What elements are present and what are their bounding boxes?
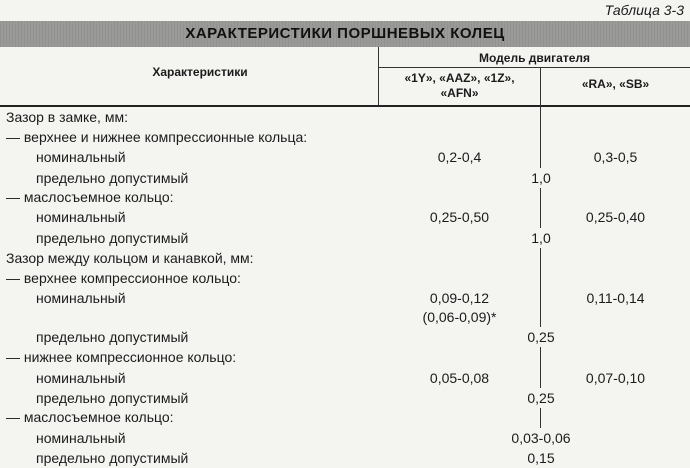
row-label: предельно допустимый <box>36 450 189 466</box>
engine-model-header: Модель двигателя <box>478 51 590 65</box>
value-col1: 0,25-0,50 <box>429 209 490 225</box>
value-col1-note: (0,06-0,09)* <box>422 309 497 325</box>
table-row <box>0 307 690 327</box>
value-col1: 0,09-0,12 <box>429 290 490 306</box>
table-row <box>0 347 690 367</box>
column-1y-aaz-1z-afn <box>379 71 540 101</box>
table-row <box>0 228 690 248</box>
table-row <box>0 248 690 268</box>
column-1-line-2: «AFN» <box>440 86 479 100</box>
table-row <box>0 368 690 388</box>
table-row <box>0 448 690 468</box>
value-common: 1,0 <box>520 168 562 188</box>
table-title: ХАРАКТЕРИСТИКИ ПОРШНЕВЫХ КОЛЕЦ <box>0 21 690 47</box>
row-label: номинальный <box>36 149 126 165</box>
section-heading: Зазор в замке, мм: <box>6 109 128 125</box>
value-col1: 0,05-0,08 <box>429 370 490 386</box>
row-label: предельно допустимый <box>36 230 189 246</box>
table-row <box>0 327 690 347</box>
subsection-heading: — маслосъемное кольцо: <box>6 409 174 425</box>
table-number: Таблица 3-3 <box>604 2 684 18</box>
subsection-heading: — верхнее компрессионное кольцо: <box>6 270 241 286</box>
table-row <box>0 127 690 147</box>
table-row <box>0 288 690 308</box>
row-label: номинальный <box>36 430 126 446</box>
value-common: 0,25 <box>520 388 562 408</box>
table-row <box>0 388 690 408</box>
subsection-heading: — верхнее и нижнее компрессионные кольца: <box>6 129 308 145</box>
value-common: 0,15 <box>520 448 562 468</box>
section-heading: Зазор между кольцом и канавкой, мм: <box>6 250 254 266</box>
table-row <box>0 428 690 448</box>
table-row <box>0 207 690 227</box>
row-label: номинальный <box>36 370 126 386</box>
table-row <box>0 268 690 288</box>
characteristics-header: Характеристики <box>152 65 248 79</box>
value-common: 0,25 <box>520 327 562 347</box>
subsection-heading: — маслосъемное кольцо: <box>6 189 174 205</box>
value-col1: 0,2-0,4 <box>437 149 482 165</box>
value-col2: 0,3-0,5 <box>593 149 638 165</box>
row-label: номинальный <box>36 209 126 225</box>
row-label: предельно допустимый <box>36 170 189 186</box>
value-col2: 0,11-0,14 <box>586 290 645 306</box>
column-ra-sb: «RA», «SB» <box>581 77 650 91</box>
table-row <box>0 407 690 427</box>
header-subdivider <box>379 67 690 68</box>
value-col2: 0,25-0,40 <box>585 209 646 225</box>
row-label: предельно допустимый <box>36 390 189 406</box>
table-row <box>0 107 690 127</box>
value-common: 0,03-0,06 <box>495 428 587 448</box>
table-row <box>0 147 690 167</box>
value-common: 1,0 <box>520 228 562 248</box>
row-label: предельно допустимый <box>36 329 189 345</box>
value-col2: 0,07-0,10 <box>585 370 646 386</box>
row-label: номинальный <box>36 290 126 306</box>
column-1-line-1: «1Y», «AAZ», «1Z», <box>404 71 515 85</box>
table-row <box>0 187 690 207</box>
subsection-heading: — нижнее компрессионное кольцо: <box>6 349 237 365</box>
table-row <box>0 168 690 188</box>
table-header <box>0 47 690 107</box>
